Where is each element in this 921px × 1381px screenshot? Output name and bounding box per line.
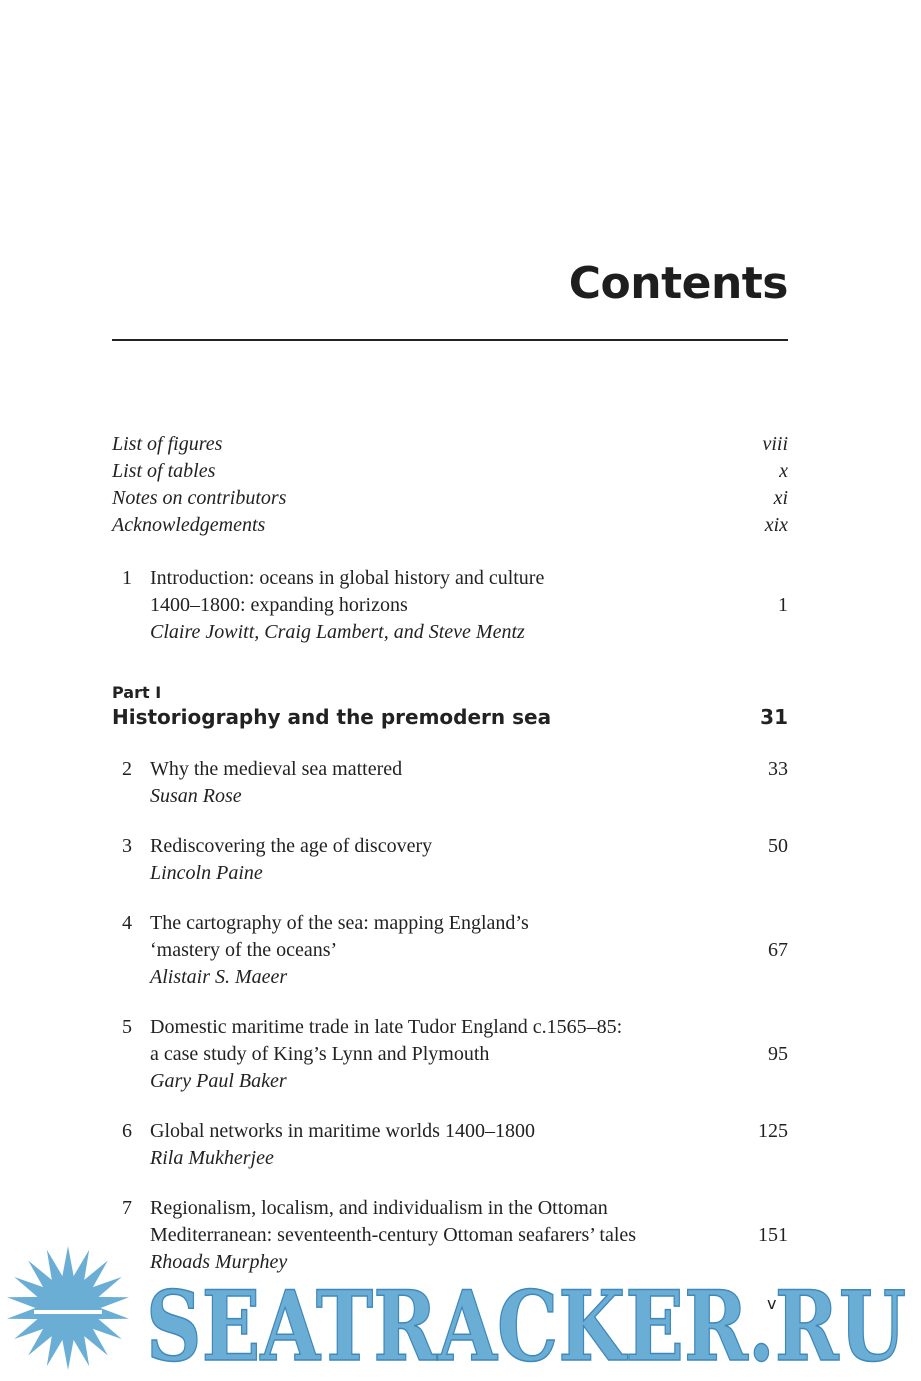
chapter-title-line: Rediscovering the age of discovery (150, 835, 433, 857)
chapter-author: Lincoln Paine (150, 862, 263, 884)
chapter-title-line: Global networks in maritime worlds 1400–1800 (150, 1120, 535, 1142)
part-title: Historiography and the premodern sea (112, 705, 552, 729)
part-heading[interactable] (112, 705, 788, 729)
sun-icon (6, 1246, 130, 1370)
chapter-number: 5 (122, 1016, 132, 1038)
toc-entry-label: Acknowledgements (112, 514, 266, 536)
toc-entry-page: xi (773, 487, 788, 509)
chapter-number: 7 (122, 1197, 132, 1219)
title-rule (112, 339, 788, 341)
toc-entry-acknowledgements[interactable] (112, 512, 788, 539)
svg-text:SEATRACKER.RU: SEATRACKER.RU (146, 1270, 906, 1381)
toc-chapter-4[interactable] (112, 910, 788, 991)
toc-entry-notes-on-contributors[interactable] (112, 485, 788, 512)
chapter-title-line: Why the medieval sea mattered (150, 758, 403, 780)
chapter-title-line: Introduction: oceans in global history and culture (150, 567, 545, 589)
chapter-author: Alistair S. Maeer (150, 966, 288, 988)
chapter-page: 50 (768, 835, 788, 857)
toc-chapter-3[interactable] (112, 833, 788, 887)
chapter-number: 2 (122, 758, 132, 780)
chapter-number: 1 (122, 567, 132, 589)
toc-entry-label: Notes on contributors (112, 487, 287, 509)
chapter-author: Susan Rose (150, 785, 242, 807)
chapter-page: 125 (758, 1120, 788, 1142)
page-title: Contents (568, 258, 788, 309)
toc-entry-page: x (779, 460, 788, 482)
chapter-title-line: Mediterranean: seventeenth-century Ottoman seafarers’ tales (150, 1224, 637, 1246)
chapter-author: Rhoads Murphey (150, 1251, 288, 1273)
chapter-number: 4 (122, 912, 132, 934)
toc-entry-label: List of tables (112, 460, 216, 482)
chapter-title-line: Regionalism, localism, and individualism in the Ottoman (150, 1197, 608, 1219)
chapter-author: Gary Paul Baker (150, 1070, 287, 1092)
chapter-number: 6 (122, 1120, 132, 1142)
toc-entry-label: List of figures (112, 433, 223, 455)
chapter-number: 3 (122, 835, 132, 857)
chapter-title-line: 1400–1800: expanding horizons (150, 594, 408, 616)
toc-chapter-5[interactable] (112, 1014, 788, 1095)
toc-chapter-1[interactable] (112, 565, 788, 646)
chapter-page: 33 (768, 758, 788, 780)
part-page: 31 (760, 705, 788, 729)
chapter-title-line: ‘mastery of the oceans’ (150, 939, 338, 961)
chapter-page: 151 (758, 1224, 788, 1246)
page-number: v (767, 1294, 777, 1313)
toc-entry-page: xix (764, 514, 788, 536)
chapter-page: 1 (778, 594, 788, 616)
chapter-title-line: The cartography of the sea: mapping England’s (150, 912, 529, 934)
toc-entry-list-of-tables[interactable] (112, 458, 788, 485)
chapter-author: Rila Mukherjee (150, 1147, 274, 1169)
chapter-author: Claire Jowitt, Craig Lambert, and Steve Mentz (150, 621, 525, 643)
toc-chapter-6[interactable] (112, 1118, 788, 1172)
chapter-page: 67 (768, 939, 788, 961)
chapter-title-line: Domestic maritime trade in late Tudor England c.1565–85: (150, 1016, 623, 1038)
part-label: Part I (112, 683, 162, 702)
toc-chapter-2[interactable] (112, 756, 788, 810)
chapter-page: 95 (768, 1043, 788, 1065)
chapter-title-line: a case study of King’s Lynn and Plymouth (150, 1043, 490, 1065)
toc-entry-page: viii (762, 433, 788, 455)
watermark-logo (0, 1240, 921, 1381)
toc-entry-list-of-figures[interactable] (112, 431, 788, 458)
